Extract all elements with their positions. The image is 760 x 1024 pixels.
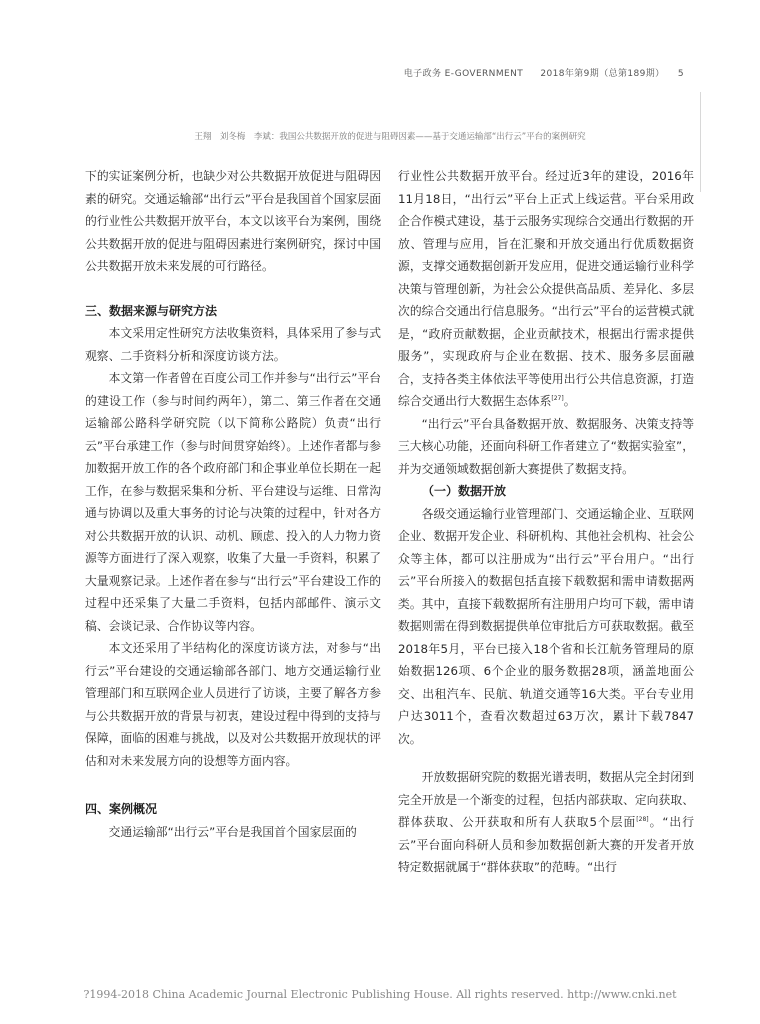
subsection-heading-data-open: （一）数据开放 [422,484,507,498]
right-column [398,165,694,879]
paragraph: 交通运输部“出行云”平台是我国首个国家层面的 [108,824,357,839]
header-divider [700,92,701,192]
left-column [85,165,381,843]
paragraph: 本文采用定性研究方法收集资料，具体采用了参与式观察、二手资料分析和深度访谈方法。 [85,326,381,363]
issue-info: 2018年第9期（总第189期） [540,69,665,79]
paragraph: 本文还采用了半结构化的深度访谈方法，对参与“出行云”平台建设的交通运输部各部门、地方交通运输行业管理部门和互联网企业人员进行了访谈，主要了解各方参与公共数据开放的背景与初衷，建设过程中得到的支持与保障，面临的困难与挑战，以及对公共数据开放现状的评估和对未来发展方向的设想等方面内容。 [85,641,381,768]
copyright-footer: ?1994-2018 China Academic Journal Electronic Publishing House. All rights reserved. http://www.cnki.net [83,988,677,1001]
page-number: 5 [677,69,684,79]
section-heading-case-overview: 四、案例概况 [85,802,158,816]
paragraph: “出行云”平台具备数据开放、数据服务、决策支持等三大核心功能，还面向科研工作者建立了“数据实验室”，并为交通领域数据创新大赛提供了数据支持。 [398,416,694,476]
paragraph: 行业性公共数据开放平台。经过近3年的建设，2016年11月18日，“出行云”平台上正式上线运营。平台采用政企合作模式建设，基于云服务实现综合交通出行数据的开放、管理与应用，旨在汇聚和开放交通出行优质数据资源，支撑交通数据创新开发应用，促进交通运输行业科学决策与管理创新，为社会公众提供高品质、差异化、多层次的综合交通出行信息服务。“出行云”平台的运营模式就是，“政府贡献数据，企业贡献技术，根据出行需求提供服务”，实现政府与企业在数据、技术、服务多层面融合，支持各类主体依法平等使用出行公共信息资源，打造综合交通出行大数据生态体系[27]。 [398,169,694,408]
paragraph: 下的实证案例分析，也缺少对公共数据开放促进与阻碍因素的研究。交通运输部“出行云”平台是我国首个国家层面的行业性公共数据开放平台，本文以该平台为案例，围绕公共数据开放的促进与阻碍因素进行案例研究，探讨中国公共数据开放未来发展的可行路径。 [85,169,381,273]
paragraph: 各级交通运输行业管理部门、交通运输企业、互联网企业、数据开发企业、科研机构、其他社会机构、社会公众等主体，都可以注册成为“出行云”平台用户。“出行云”平台所接入的数据包括直接下载数据和需申请数据两类。其中，直接下载数据所有注册用户均可下载，需申请数据则需在得到数据提供单位审批后方可获取数据。截至2018年5月，平台已接入18个省和长江航务管理局的原始数据126项、6个企业的服务数据28项，涵盖地面公交、出租汽车、民航、轨道交通等16大类。平台专业用户达3011个，查看次数超过63万次，累计下载7847次。 [398,506,694,746]
paragraph: 开放数据研究院的数据光谱表明，数据从完全封闭到完全开放是一个渐变的过程，包括内部获取、定向获取、群体获取、公开获取和所有人获取5个层面[28]。“出行云”平台面向科研人员和参加数据创新大赛的开发者开放特定数据就属于“群体获取”的范畴。“出行 [398,770,694,874]
paragraph: 本文第一作者曾在百度公司工作并参与“出行云”平台的建设工作（参与时间约两年），第二、第三作者在交通运输部公路科学研究院（以下简称公路院）负责“出行云”平台承建工作（参与时间贯穿始终）。上述作者都与参加数据开放工作的各个政府部门和企事业单位长期在一起工作，在参与数据采集和分析、平台建设与运维、日常沟通与协调以及重大事务的讨论与决策的过程中，针对各方对公共数据开放的认识、动机、顾虑、投入的人力物力资源等方面进行了深入观察，收集了大量一手资料，积累了大量观察记录。上述作者在参与“出行云”平台建设工作的过程中还采集了大量二手资料，包括内部邮件、演示文稿、会谈记录、合作协议等内容。 [85,371,381,633]
section-heading-sources-methods: 三、数据来源与研究方法 [85,303,218,318]
citation-ref: [28] [636,816,649,824]
journal-name: 电子政务 E-GOVERNMENT [403,69,524,79]
running-head [404,66,684,79]
citation-ref: [27] [551,395,564,403]
article-running-title: 王翔 刘冬梅 李斌：我国公共数据开放的促进与阻碍因素——基于交通运输部“出行云”平台的案例研究 [194,132,586,142]
